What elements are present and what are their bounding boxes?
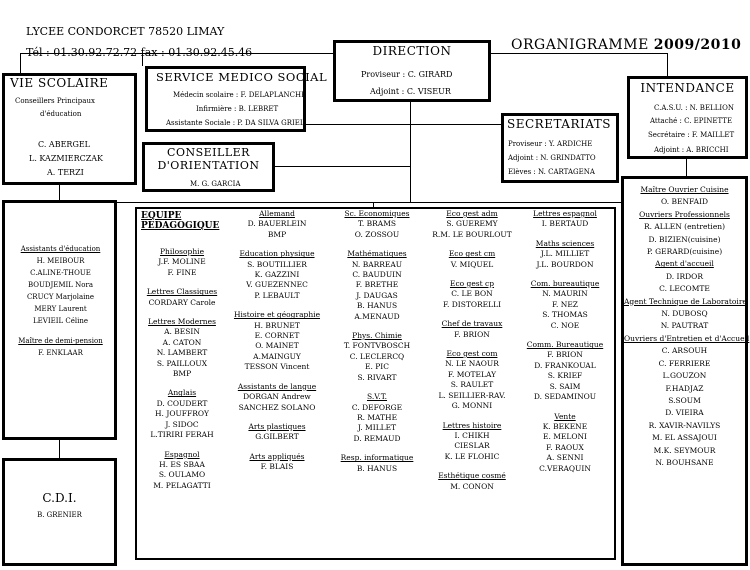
intendance-line: Secrétaire : F. MAILLET [648,131,735,139]
assistants-list [5,243,116,359]
subject-heading: Phys. Chimie [352,331,402,341]
staff-name: D. BIZIEN(cuisine) [648,234,721,244]
vie-scolaire-role: Conseillers Principaux [15,97,95,105]
subject-heading: Agent Technique de Laboratoire [624,296,747,306]
staff-name: O. BENFAID [661,197,708,207]
cdi-title: C.D.I. [42,491,77,505]
direction-box [333,40,491,102]
intendance-box [627,76,748,159]
staff-name: J. SIDOC [165,419,199,429]
subject-heading: Vente [554,411,576,421]
secretariats-line: Adjoint : N. GRINDATTO [508,154,596,162]
staff-name: N. PAUTRAT [660,321,709,331]
assistant-person: C.ALINE-THOUE [30,269,91,277]
equipe-box [135,207,616,560]
staff-name: N. BOUHSANE [655,457,714,467]
staff-name: R. ALLEN (entretien) [643,222,726,232]
staff-name: BMP [267,229,287,239]
orientation-box [142,142,275,192]
connector [306,124,502,125]
staff-name: F. DISTORELLI [442,299,502,309]
subject-heading: Resp. informatique [340,453,414,463]
staff-name: F. NEZ [551,299,579,309]
staff-name: D. REMAUD [353,433,401,443]
subject-heading: Espagnol [164,449,200,459]
staff-name: CORDARY Carole [148,297,216,307]
subject-heading: Eco gest cp [449,279,495,289]
staff-name: P. LEBAULT [254,290,300,300]
school-contact: Tél : 01.30.92.72.72 fax : 01.30.92.45.46 [26,46,253,59]
staff-name: K. BEKENE [542,421,588,431]
staff-name: T. FONTVBOSCH [343,341,411,351]
intendance-line: Attaché : C. EPINETTE [650,117,733,125]
staff-name: P. GERARD(cuisine) [646,247,723,257]
subject-heading: Lettres Classiques [146,287,218,297]
subject-heading: Maths sciences [535,238,595,248]
secretariats-line: Elèves : N. CARTAGENA [508,168,595,176]
staff-name: S. RAULET [450,380,494,390]
staff-name: CIESLAR [454,441,490,451]
staff-name: E. MELONI [542,432,588,442]
staff-name: A. CATON [162,337,202,347]
equipe-column-3 [332,209,422,474]
staff-name: A.MAINGUY [253,351,301,361]
subject-heading: Comm. Bureautique [526,340,604,350]
staff-name: A.MENAUD [354,311,400,321]
staff-name: K. GAZZINI [254,270,300,280]
medico-social-line: Médecin scolaire : F. DELAPLANCHE [173,91,307,99]
staff-name: S. SAIM [549,381,581,391]
secretariats-title: SECRETARIATS [507,117,611,131]
staff-name: BMP [172,369,192,379]
subject-heading: Sc. Economiques [344,209,410,218]
subject-heading: Maître Ouvrier Cuisine [640,185,729,194]
connector [410,102,411,202]
equipe-title: EQUIPE [141,211,182,221]
vie-scolaire-person: A. TERZI [47,168,84,177]
staff-name: D. VIEIRA [665,408,704,418]
subject-heading: Histoire et géographie [233,310,321,320]
staff-name: F. BRION [454,329,490,339]
staff-name: R.M. LE BOURLOUT [432,229,512,239]
intendance-line: Adjoint : A. BRICCHI [654,146,729,154]
equipe-column-1 [137,247,227,491]
staff-name: R. XAVIR-NAVILYS [648,420,721,430]
vie-scolaire-box [2,73,137,185]
staff-name: F. FINE [167,267,197,277]
equipe-title: PEDAGOGIQUE [141,221,220,231]
cdi-box [2,458,117,566]
staff-name: DORGAN Andrew [243,392,311,402]
subject-heading: S.V.T. [366,392,388,402]
assistants-box [2,200,117,440]
direction-adjoint: Adjoint : C. VISEUR [370,87,451,96]
subject-heading: Mathématiques [347,249,407,259]
orientation-title: D'ORIENTATION [157,159,260,172]
subject-heading: Arts plastiques [248,421,306,431]
staff-name: J.F. MOLINE [158,257,206,267]
staff-name: TESSON Vincent [244,362,310,372]
staff-name: V. MIQUEL [450,259,494,269]
connector [686,159,687,176]
staff-name: G.GILBERT [255,432,299,442]
medico-social-box [145,66,328,132]
subject-heading: Education physique [239,249,315,259]
subject-heading: Lettres histoire [442,420,502,430]
title-label: ORGANIGRAMME [511,37,649,53]
staff-name: D. BAUERLEIN [247,219,307,229]
title-year: 2009/2010 [653,37,742,53]
staff-name: C. ARSOUH [661,346,708,356]
school-name: LYCEE CONDORCET 78520 LIMAY [26,25,225,38]
assistant-person: MERY Laurent [34,305,87,313]
staff-name: S. THOMAS [542,310,588,320]
staff-name: H. BRUNET [254,320,300,330]
equipe-column-4 [427,209,517,492]
staff-name: B. HANUS [356,463,398,473]
staff-name: E. CORNET [254,331,300,341]
subject-heading: Eco gest com [446,349,498,359]
staff-name: G. MONNI [451,401,493,411]
staff-name: C. LE BON [451,289,493,299]
staff-name: S. KRIEF [547,371,583,381]
staff-name: S. OULAMO [158,470,206,480]
vie-scolaire-person: L. KAZMIERCZAK [29,154,104,163]
subject-heading: Assistants de langue [237,381,317,391]
staff-name: D. SEDAMINOU [533,392,597,402]
staff-name: M.K. SEYMOUR [653,445,716,455]
staff-name: M. CONON [450,481,494,491]
staff-name: C. NOE [550,320,580,330]
staff-name: N. MAURIN [542,289,588,299]
staff-name: S. GUEREMY [446,219,498,229]
staff-name: T. BRAMS [357,219,397,229]
staff-name: J. DAUGAS [356,290,398,300]
staff-name: D. FRANKOUAL [534,360,596,370]
subject-heading: Eco gest cm [448,249,496,259]
staff-name: N. LE NAOUR [445,359,499,369]
assistant-person: H. MEIBOUR [36,257,85,265]
staff-name: H. ES SBAA [159,459,205,469]
equipe-column-5 [520,209,610,474]
connector [667,53,668,76]
subject-heading: Agent d'accueil [655,259,714,269]
staff-name: M. PELAGATTI [153,480,211,490]
staff-name: E. PIC [365,362,389,372]
cdi-person: B. GRENIER [37,511,82,519]
vie-scolaire-title: VIE SCOLAIRE [10,76,109,90]
subject-heading: Lettres Modernes [148,317,216,327]
staff-name: J.L. MILLIET [540,249,590,259]
intendance-title: INTENDANCE [640,81,735,95]
staff-name: O. MAINET [255,341,299,351]
staff-name: C. LECOMTE [659,284,710,294]
staff-name: J.L. BOURDON [536,259,594,269]
vie-scolaire-person: C. ABERGEL [38,140,90,149]
vie-scolaire-role2: d'éducation [40,110,82,118]
assistants-heading2: Maître de demi-pension [18,337,103,345]
subject-heading: Arts appliqués [249,451,305,461]
assistant-person2: F. ENKLAAR [38,349,83,357]
staff-name: A. SENNI [546,453,584,463]
staff-name: R. MATHE [356,412,398,422]
staff-name: N. LAMBERT [156,348,208,358]
subject-heading: Chef de travaux [441,319,503,329]
agents-list [624,184,750,469]
staff-name: S. BOUTILLIER [247,259,307,269]
assistant-person: CRUCY Marjolaine [26,293,95,301]
staff-name: C. DEFORGE [351,402,403,412]
staff-name: B. HANUS [356,301,398,311]
secretariats-box [501,113,619,183]
subject-heading: Eco gest adm [446,209,498,218]
staff-name: I. CHIKH [454,430,490,440]
staff-name: F. BLAIS [260,462,294,472]
medico-social-line: Assistante Sociale : P. DA SILVA GRIEL [166,119,305,127]
staff-name: K. LE FLOHIC [444,451,500,461]
medico-social-title: SERVICE MEDICO SOCIAL [156,70,328,84]
staff-name: C. BAUDUIN [352,270,402,280]
staff-name: C.VERAQUIN [539,463,591,473]
subject-heading: Anglais [167,388,197,398]
staff-name: I. BERTAUD [541,219,589,229]
subject-heading: Com. bureautique [530,279,600,289]
staff-name: S. PAILLOUX [156,358,208,368]
staff-name: S.SOUM [668,395,701,405]
connector [59,202,621,203]
staff-name: F. BRION [547,350,583,360]
staff-name: F. BRETHE [355,280,399,290]
subject-heading: Esthétique cosmé [438,471,506,481]
connector [20,53,21,73]
orientation-person: M. G. GARCIA [190,180,241,188]
staff-name: A. BESIN [164,327,200,337]
connector [275,166,410,167]
subject-heading: Ouvriers d'Entretien et d'Accueil [624,333,750,343]
agents-box [621,176,748,566]
staff-name: F. MOTELAY [447,369,497,379]
staff-name: L.TIRIRI FERAH [150,430,214,440]
direction-proviseur: Proviseur : C. GIRARD [361,70,453,79]
staff-name: F.HADJAZ [665,383,704,393]
subject-heading: Lettres espagnol [533,209,597,218]
assistant-person: LEVIEIL Céline [33,317,88,325]
staff-name: O. ZOSSOU [354,229,400,239]
staff-name: V. GUEZENNEC [246,280,308,290]
staff-name: SANCHEZ SOLANO [238,402,316,412]
staff-name: N. BARREAU [351,259,403,269]
staff-name: M. EL ASSAJOUI [652,433,717,443]
staff-name: C. LECLERCQ [349,351,405,361]
page-title [511,37,741,53]
subject-heading: Allemand [259,209,295,218]
staff-name: C. FERRIERE [658,358,711,368]
staff-name: S. RIVART [357,372,397,382]
staff-name: L. SEILLIER-RAV. [438,390,506,400]
orientation-title: CONSEILLER [167,146,250,159]
staff-name: D. COUDERT [156,398,208,408]
intendance-line: C.A.S.U. : N. BELLION [654,104,734,112]
staff-name: D. IRDOR [666,271,703,281]
staff-name: J. MILLET [357,423,397,433]
connector [59,440,60,460]
staff-name: F. RAOUX [546,442,584,452]
staff-name: L.GOUZON [662,371,707,381]
connector [489,53,667,54]
staff-name: N. DUBOSQ [661,309,708,319]
equipe-column-2 [232,209,322,473]
medico-social-line: Infirmière : B. LEBRET [196,105,279,113]
direction-title: DIRECTION [372,44,452,58]
subject-heading: Ouvriers Professionnels [639,209,730,219]
subject-heading: Philosophie [159,247,205,256]
assistants-heading: Assistants d'éducation [20,245,101,253]
assistant-person: BOUDJEMIL Nora [27,281,94,289]
staff-name: H. JOUFFROY [155,409,209,419]
secretariats-line: Proviseur : Y. ARDICHE [508,140,593,148]
